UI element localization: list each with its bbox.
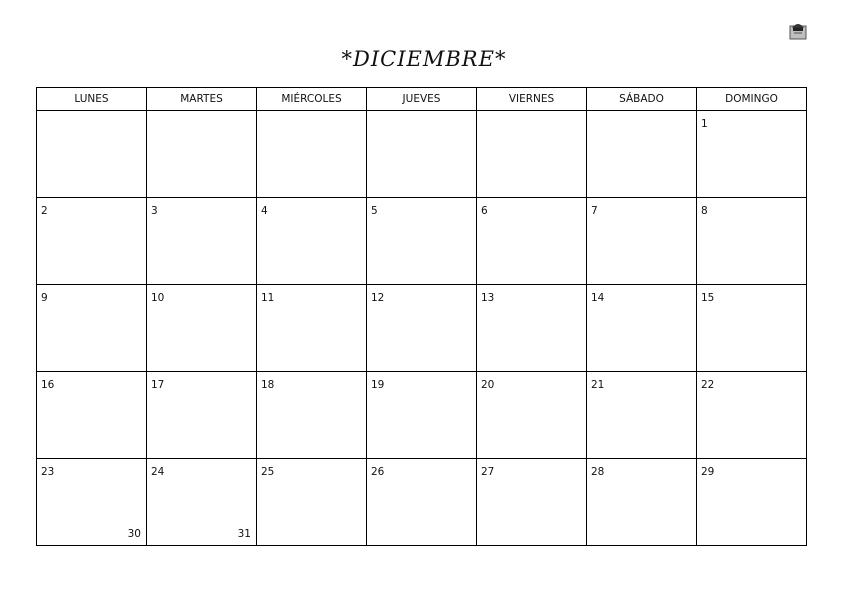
day-cell[interactable] bbox=[147, 198, 257, 285]
day-cell[interactable] bbox=[257, 372, 367, 459]
day-number: 28 bbox=[591, 466, 605, 478]
day-number: 10 bbox=[151, 292, 165, 304]
day-cell[interactable] bbox=[697, 372, 807, 459]
day-cell[interactable] bbox=[147, 111, 257, 198]
day-number: 14 bbox=[591, 292, 605, 304]
day-number: 12 bbox=[371, 292, 385, 304]
day-cell[interactable] bbox=[697, 198, 807, 285]
day-number: 22 bbox=[701, 379, 715, 391]
day-number: 6 bbox=[481, 205, 488, 217]
day-cell[interactable] bbox=[477, 285, 587, 372]
day-cell[interactable] bbox=[257, 459, 367, 546]
day-cell[interactable] bbox=[477, 111, 587, 198]
day-cell[interactable] bbox=[477, 459, 587, 546]
day-cell[interactable] bbox=[477, 198, 587, 285]
day-cell[interactable] bbox=[367, 111, 477, 198]
day-cell[interactable] bbox=[147, 459, 257, 546]
day-number: 18 bbox=[261, 379, 275, 391]
day-cell[interactable] bbox=[367, 198, 477, 285]
week-row bbox=[37, 111, 807, 198]
day-number: 16 bbox=[41, 379, 55, 391]
calendar-grid bbox=[36, 87, 807, 546]
week-row bbox=[37, 372, 807, 459]
day-number: 23 bbox=[41, 466, 55, 478]
day-cell[interactable] bbox=[257, 111, 367, 198]
day-number: 27 bbox=[481, 466, 495, 478]
day-number: 7 bbox=[591, 205, 598, 217]
day-cell[interactable] bbox=[37, 459, 147, 546]
day-number: 19 bbox=[371, 379, 385, 391]
day-number: 5 bbox=[371, 205, 378, 217]
day-number: 4 bbox=[261, 205, 268, 217]
week-row bbox=[37, 285, 807, 372]
day-cell[interactable] bbox=[587, 285, 697, 372]
day-cell[interactable] bbox=[587, 198, 697, 285]
day-number: 15 bbox=[701, 292, 715, 304]
day-cell[interactable] bbox=[587, 111, 697, 198]
day-cell[interactable] bbox=[257, 285, 367, 372]
day-cell[interactable] bbox=[257, 198, 367, 285]
day-number: 21 bbox=[591, 379, 605, 391]
day-cell[interactable] bbox=[367, 285, 477, 372]
day-number: 8 bbox=[701, 205, 708, 217]
day-number: 3 bbox=[151, 205, 158, 217]
day-number: 1 bbox=[701, 118, 708, 130]
day-cell[interactable] bbox=[367, 372, 477, 459]
day-number: 9 bbox=[41, 292, 48, 304]
day-cell[interactable] bbox=[477, 372, 587, 459]
day-number: 29 bbox=[701, 466, 715, 478]
day-number: 25 bbox=[261, 466, 275, 478]
day-cell[interactable] bbox=[147, 372, 257, 459]
weekday-tuesday: MARTES bbox=[147, 88, 257, 111]
weekday-saturday: SÁBADO bbox=[587, 88, 697, 111]
overflow-day-number: 31 bbox=[237, 528, 251, 540]
day-cell[interactable] bbox=[37, 111, 147, 198]
day-number: 20 bbox=[481, 379, 495, 391]
day-cell[interactable] bbox=[367, 459, 477, 546]
day-number: 2 bbox=[41, 205, 48, 217]
day-cell[interactable] bbox=[587, 372, 697, 459]
week-row bbox=[37, 459, 807, 546]
weekday-sunday: DOMINGO bbox=[697, 88, 807, 111]
day-number: 24 bbox=[151, 466, 165, 478]
day-number: 26 bbox=[371, 466, 385, 478]
day-number: 11 bbox=[261, 292, 275, 304]
weekday-thursday: JUEVES bbox=[367, 88, 477, 111]
day-cell[interactable] bbox=[697, 285, 807, 372]
day-number: 17 bbox=[151, 379, 165, 391]
weekday-monday: LUNES bbox=[37, 88, 147, 111]
day-cell[interactable] bbox=[697, 459, 807, 546]
day-cell[interactable] bbox=[147, 285, 257, 372]
weekday-wednesday: MIÉRCOLES bbox=[257, 88, 367, 111]
weekday-header-row bbox=[37, 88, 807, 111]
overflow-day-number: 30 bbox=[127, 528, 141, 540]
day-cell[interactable] bbox=[587, 459, 697, 546]
day-cell[interactable] bbox=[37, 372, 147, 459]
weekday-friday: VIERNES bbox=[477, 88, 587, 111]
month-title: *DICIEMBRE* bbox=[341, 47, 507, 71]
day-cell[interactable] bbox=[37, 198, 147, 285]
user-avatar-icon[interactable] bbox=[789, 20, 807, 40]
day-cell[interactable] bbox=[37, 285, 147, 372]
week-row bbox=[37, 198, 807, 285]
day-cell[interactable] bbox=[697, 111, 807, 198]
day-number: 13 bbox=[481, 292, 495, 304]
